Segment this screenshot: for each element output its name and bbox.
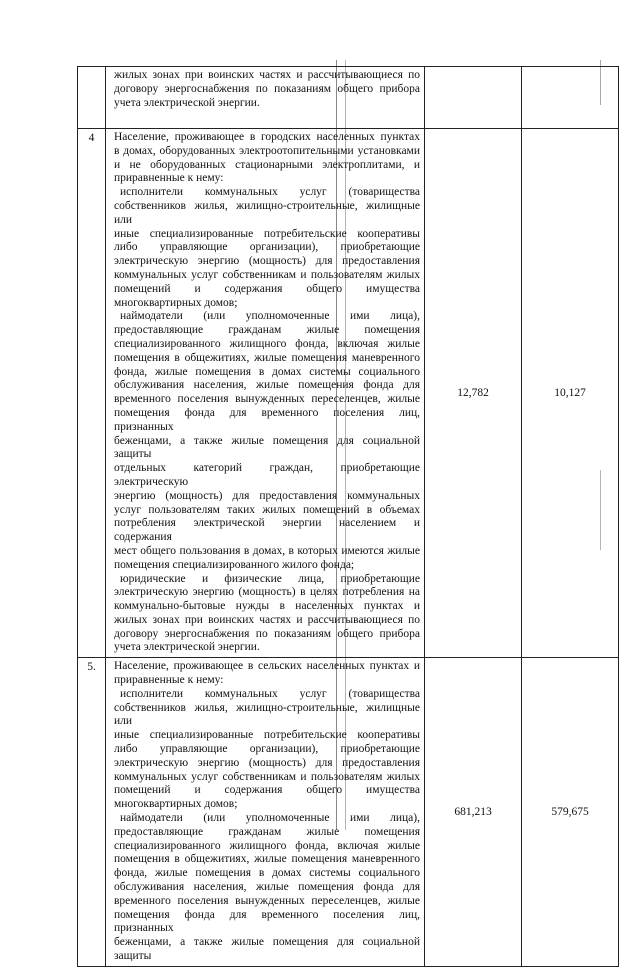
description-line: обслуживания населения, жилые помещения фонда для	[114, 379, 420, 392]
description-line: помещений и содержания общего имущества	[114, 784, 420, 797]
description-line: многоквартирных домов;	[114, 798, 238, 811]
description-line: наймодатели (или уполномоченные ими лица),	[120, 310, 420, 323]
tariff-value-first: 12,782	[425, 129, 522, 658]
description-line: беженцами, а также жилые помещения для социальной защиты	[114, 936, 420, 963]
description-line: помещения в общежитиях, жилые помещения маневренного	[114, 351, 420, 364]
description-line: иные специализированные потребительские кооперативы	[114, 227, 420, 240]
description-line: помещения в общежитиях, жилые помещения маневренного	[114, 853, 420, 866]
description-line: временного поселения вынужденных переселенцев, жилые	[114, 894, 420, 907]
description-line: договору энергоснабжения по показаниям общего прибора	[114, 82, 420, 95]
row-description	[106, 129, 425, 658]
table-row	[78, 67, 619, 129]
tariff-value-second: 579,675	[522, 658, 619, 967]
description-line: предоставляющие гражданам жилые помещения	[114, 825, 420, 838]
description-line: потребления электрической энергии населением и содержания	[114, 517, 420, 544]
description-line: фонда, жилые помещения в домах системы социального	[114, 365, 420, 378]
description-line: договору энергоснабжения по показаниям общего прибора	[114, 627, 420, 640]
description-line: собственников жилья, жилищно-строительные, жилищные или	[114, 199, 420, 226]
description-line: наймодатели (или уполномоченные ими лица),	[120, 812, 420, 825]
description-line: Население, проживающее в городских населенных пунктах	[114, 131, 420, 143]
description-line: электрическую энергию (мощность) для предоставления	[114, 756, 420, 769]
row-number	[78, 67, 106, 129]
description-line: временного поселения вынужденных переселенцев, жилые	[114, 393, 420, 406]
description-line: услуг пользователям таких жилых помещений в объемах	[114, 503, 420, 516]
description-line: учета электрической энергии.	[114, 96, 260, 109]
table-row	[78, 658, 619, 967]
description-line: учета электрической энергии.	[114, 641, 260, 654]
table-row	[78, 129, 619, 658]
tariff-table	[77, 66, 619, 967]
tariff-value-first	[425, 67, 522, 129]
description-line: специализированного жилищного фонда, включая жилые	[114, 839, 420, 852]
description-line: коммунально-бытовые нужды в населенных пунктах и	[114, 600, 420, 613]
row-number: 4	[78, 129, 106, 658]
description-line: специализированного жилищного фонда, включая жилые	[114, 337, 420, 350]
description-line: беженцами, а также жилые помещения для социальной защиты	[114, 434, 420, 461]
description-line: помещений и содержания общего имущества	[114, 282, 420, 295]
description-line: отдельных категорий граждан, приобретающие электрическую	[114, 462, 420, 488]
description-line: фонда, жилые помещения в домах системы социального	[114, 867, 420, 880]
description-line: юридические и физические лица, приобретающие	[120, 572, 420, 585]
description-line: помещения фонда для временного поселения лиц, признанных	[114, 908, 420, 935]
description-line: приравненные к нему:	[114, 172, 224, 185]
description-line: многоквартирных домов;	[114, 296, 238, 309]
description-line: помещения специализированного жилого фонда;	[114, 558, 355, 571]
description-line: предоставляющие гражданам жилые помещения	[114, 324, 420, 337]
description-line: собственников жилья, жилищно-строительные, жилищные или	[114, 701, 420, 728]
description-line: либо управляющие организации), приобретающие	[114, 743, 420, 756]
row-description	[106, 67, 425, 129]
description-line: исполнители коммунальных услуг (товарищества	[120, 687, 420, 700]
description-line: иные специализированные потребительские кооперативы	[114, 729, 420, 742]
tariff-value-second	[522, 67, 619, 129]
row-description	[106, 658, 425, 967]
tariff-value-second: 10,127	[522, 129, 619, 658]
tariff-value-first: 681,213	[425, 658, 522, 967]
description-line: приравненные к нему:	[114, 674, 224, 687]
description-line: энергию (мощность) для предоставления коммунальных	[114, 489, 420, 502]
description-line: помещения фонда для временного поселения лиц, признанных	[114, 406, 420, 433]
description-line: и не оборудованных стационарными электроплитами, и	[114, 158, 420, 171]
description-line: коммунальных услуг собственникам и пользователям жилых	[114, 268, 420, 281]
row-number: 5.	[78, 658, 106, 967]
description-line: Население, проживающее в сельских населенных пунктах и	[114, 660, 420, 673]
description-line: либо управляющие организации), приобретающие	[114, 241, 420, 254]
description-line: жилых зонах при воинских частях и рассчитывающиеся по	[114, 69, 420, 81]
description-line: электрическую энергию (мощность) в целях потребления на	[114, 586, 420, 599]
description-line: жилых зонах при воинских частях и рассчитывающиеся по	[114, 613, 420, 626]
description-line: в домах, оборудованных электроотопительными установками	[114, 144, 420, 157]
description-line: обслуживания населения, жилые помещения фонда для	[114, 881, 420, 894]
description-line: исполнители коммунальных услуг (товарищества	[120, 186, 420, 199]
description-line: коммунальных услуг собственникам и пользователям жилых	[114, 770, 420, 783]
description-line: мест общего пользования в домах, в которых имеются жилые	[114, 544, 420, 557]
description-line: электрическую энергию (мощность) для предоставления	[114, 255, 420, 268]
